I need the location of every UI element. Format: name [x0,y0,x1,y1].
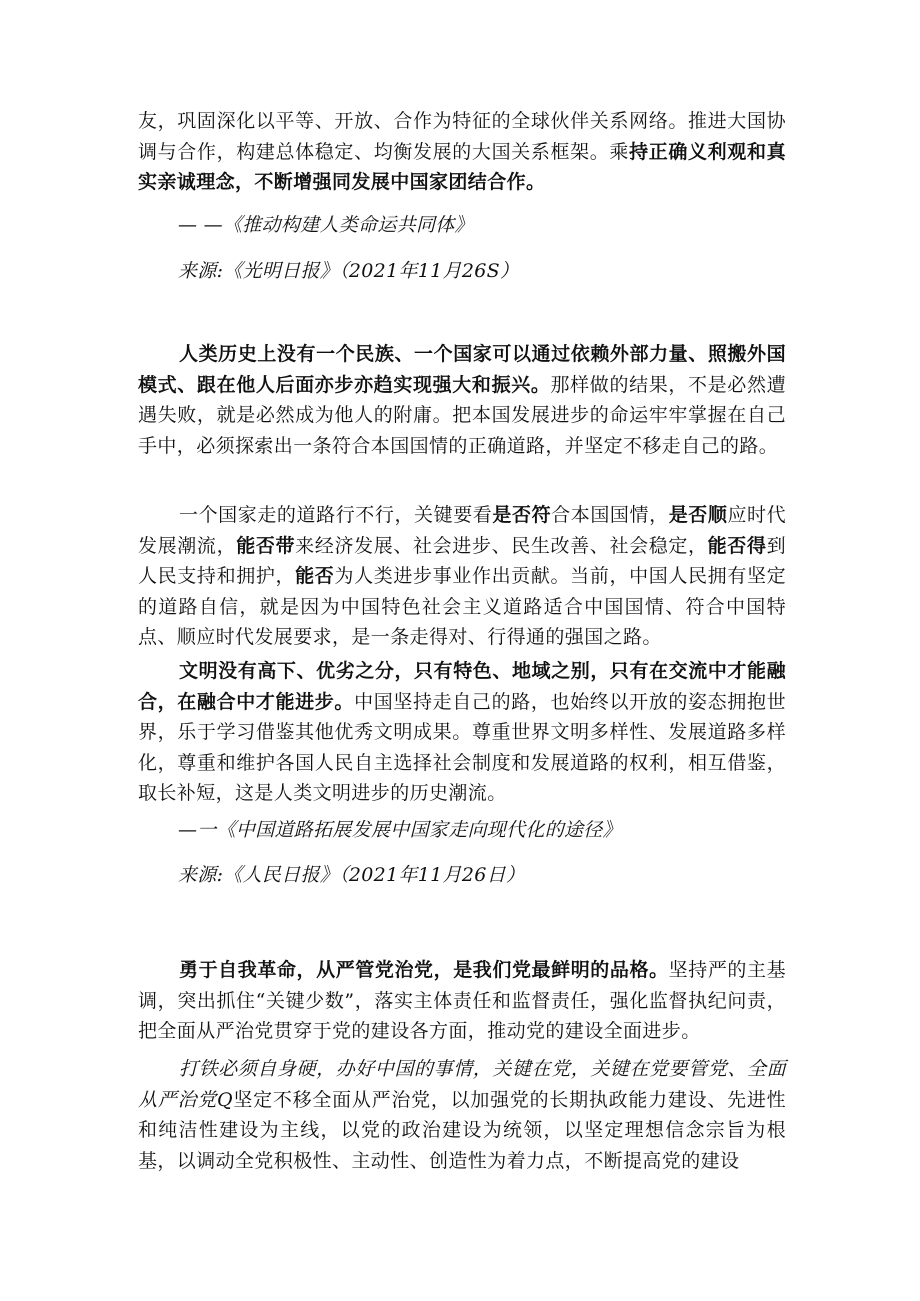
bold-text: 文明没有高下、优劣之分，只有特色、地域之别，只有在交流中才能融合，在融合中才能进步。 [138,660,786,713]
paragraph-self-revolution [138,955,786,1047]
paragraph-text: 友，巩固深化以平等、开放、合作为特征的全球伙伴关系网络。推进大国协调与合作，构建总体稳定、均衡发展的大国关系框架。乘 [138,110,786,163]
bold-text: 能否 [295,565,335,587]
source-line: 来源:《人民日报》（2021年11月26日） [178,864,526,886]
bold-text: 是否符 [492,504,552,526]
paragraph-road-criteria [138,500,786,653]
paragraph-partnership [138,106,786,198]
source-line: 来源:《光明日报》（2021年11月26S） [178,260,520,282]
bold-text: 勇于自我革命，从严管党治党，是我们党最鲜明的品格。 [179,959,669,981]
paragraph-text: 为人类进步事业作出贡献。当前，中国人民拥有坚定的道路自信，就是因为中国特色社会主义道路适合中国国情、符合中国特点、顺应时代发展要求，是一条走得对、行得通的强国之路。 [138,565,787,648]
bold-text: 能否带 [236,534,296,557]
paragraph-text: 来经济发展、社会进步、民生改善、社会稳定， [295,534,708,557]
paragraph-text: 那样做的结果，不是必然遭遇失败，就是必然成为他人的附庸。把本国发展进步的命运牢牢掌握在自己手中，必须探索出一条符合本国国情的正确道路，并坚定不移走自己的路。 [138,373,786,457]
paragraph-text: 合本国国情， [551,504,669,526]
paragraph-civilization [138,656,786,809]
bold-text: 能否得 [707,534,767,557]
paragraph-text: 坚定不移全面从严治党，以加强党的长期执政能力建设、先进性和纯洁性建设为主线，以党的政治建设为统领，以坚定理想信念宗旨为根基，以调动全党积极性、主动性、创造性为着力点，不断提高党的建设 [138,1088,787,1172]
quote-attribution: —一《中国道路拓展发展中国家走向现代化的途径》 [178,819,622,841]
paragraph-party-discipline [138,1054,786,1176]
paragraph-text: 中国坚持走自己的路，也始终以开放的姿态拥抱世界，乐于学习借鉴其他优秀文明成果。尊重世界文明多样性、发展道路多样化，尊重和维护各国人民自主选择社会制度和发展道路的权利，相互借鉴，取长补短，这是人类文明进步的历史潮流。 [138,690,786,804]
paragraph-text: 坚持严的主基调，突出抓住“关键少数”，落实主体责任和监督责任，强化监督执纪问责，把全面从严治党贯穿于党的建设各方面，推动党的建设全面进步。 [138,959,786,1042]
paragraph-own-path [138,339,786,461]
italic-text: 打铁必须自身硬，办好中国的事情，关键在党，关键在党要管党、全面从严治党Q [138,1058,786,1111]
paragraph-text: 应时代发展潮流， [138,504,787,557]
bold-text: 是否顺 [668,504,728,526]
bold-text: 人类历史上没有一个民族、一个国家可以通过依赖外部力量、照搬外国模式、跟在他人后面亦步亦趋实现强大和振兴。 [138,343,786,396]
quote-attribution: — —《推动构建人类命运共同体》 [178,214,474,236]
paragraph-text: 一个国家走的道路行不行，关键要看 [179,504,493,526]
paragraph-text: 到人民支持和拥护， [138,534,786,587]
bold-text: 持正确义利观和真实亲诚理念，不断增强同发展中国家团结合作。 [138,140,786,193]
